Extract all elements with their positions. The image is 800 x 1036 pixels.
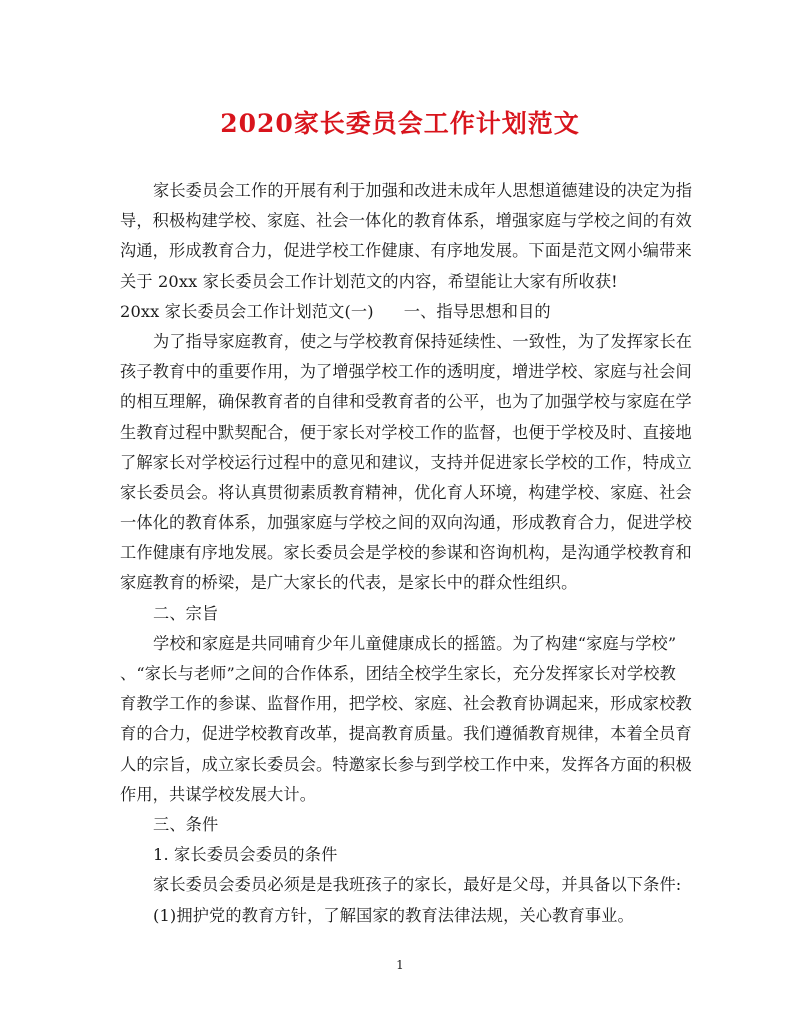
list-item: (1)拥护党的教育方针，了解国家的教育法律法规，关心教育事业。 <box>153 905 634 925</box>
paragraph-line: 生教育过程中默契配合，便于家长对学校工作的监督，也便于学校及时、直接地 <box>120 422 692 442</box>
paragraph-line: 沟通，形成教育合力，促进学校工作健康、有序地发展。下面是范文网小编带来 <box>120 241 692 261</box>
paragraph-line: 工作健康有序地发展。家长委员会是学校的参谋和咨询机构，是沟通学校教育和 <box>120 543 692 563</box>
paragraph-line: 家庭教育的桥梁，是广大家长的代表，是家长中的群众性组织。 <box>120 573 578 593</box>
section-heading: 一、指导思想和目的 <box>403 301 551 321</box>
paragraph-line: 家长委员会委员必须是是我班孩子的家长，最好是父母，并具备以下条件: <box>153 875 682 895</box>
section-heading: 二、宗旨 <box>153 603 219 623</box>
paragraph-line: 一体化的教育体系，加强家庭与学校之间的双向沟通，形成教育合力，促进学校 <box>120 513 692 533</box>
paragraph-line: 孩子教育中的重要作用，为了增强学校工作的透明度，增进学校、家庭与社会间 <box>120 362 692 382</box>
section-heading-line <box>120 297 686 327</box>
paragraph-line: 人的宗旨，成立家长委员会。特邀家长参与到学校工作中来，发挥各方面的积极 <box>120 754 692 774</box>
sub-heading: 1. 家长委员会委员的条件 <box>153 845 338 865</box>
paragraph-line: 育的合力，促进学校教育改革，提高教育质量。我们遵循教育规律，本着全员育 <box>120 724 692 744</box>
paragraph-line: 家长委员会。将认真贯彻素质教育精神，优化育人环境，构建学校、家庭、社会 <box>120 482 692 502</box>
document-body <box>120 176 693 931</box>
paragraph-line: 学校和家庭是共同哺育少年儿童健康成长的摇篮。为了构建“家庭与学校” <box>153 633 677 653</box>
paragraph-line: 关于 20xx 家长委员会工作计划范文的内容，希望能让大家有所收获! <box>120 271 618 291</box>
document-title: 2020家长委员会工作计划范文 <box>220 109 580 138</box>
paragraph-line: 育教学工作的参谋、监督作用，把学校、家庭、社会教育协调起来，形成家校教 <box>120 694 692 714</box>
paragraph-line: 作用，共谋学校发展大计。 <box>120 784 317 804</box>
paragraph-line: 为了指导家庭教育，使之与学校教育保持延续性、一致性，为了发挥家长在 <box>153 331 693 351</box>
sub-title: 20xx 家长委员会工作计划范文(一) <box>120 301 374 321</box>
paragraph-line: 了解家长对学校运行过程中的意见和建议，支持并促进家长学校的工作，特成立 <box>120 452 692 472</box>
paragraph-line: 、“家长与老师”之间的合作体系，团结全校学生家长，充分发挥家长对学校教 <box>120 664 676 683</box>
paragraph-line: 家长委员会工作的开展有利于加强和改进未成年人思想道德建设的决定为指 <box>153 181 693 200</box>
section-heading: 三、条件 <box>153 814 219 834</box>
paragraph-line: 导，积极构建学校、家庭、社会一体化的教育体系，增强家庭与学校之间的有效 <box>120 211 692 231</box>
page-number: 1 <box>396 958 404 972</box>
paragraph-line: 的相互理解，确保教育者的自律和受教育者的公平，也为了加强学校与家庭在学 <box>120 392 692 412</box>
